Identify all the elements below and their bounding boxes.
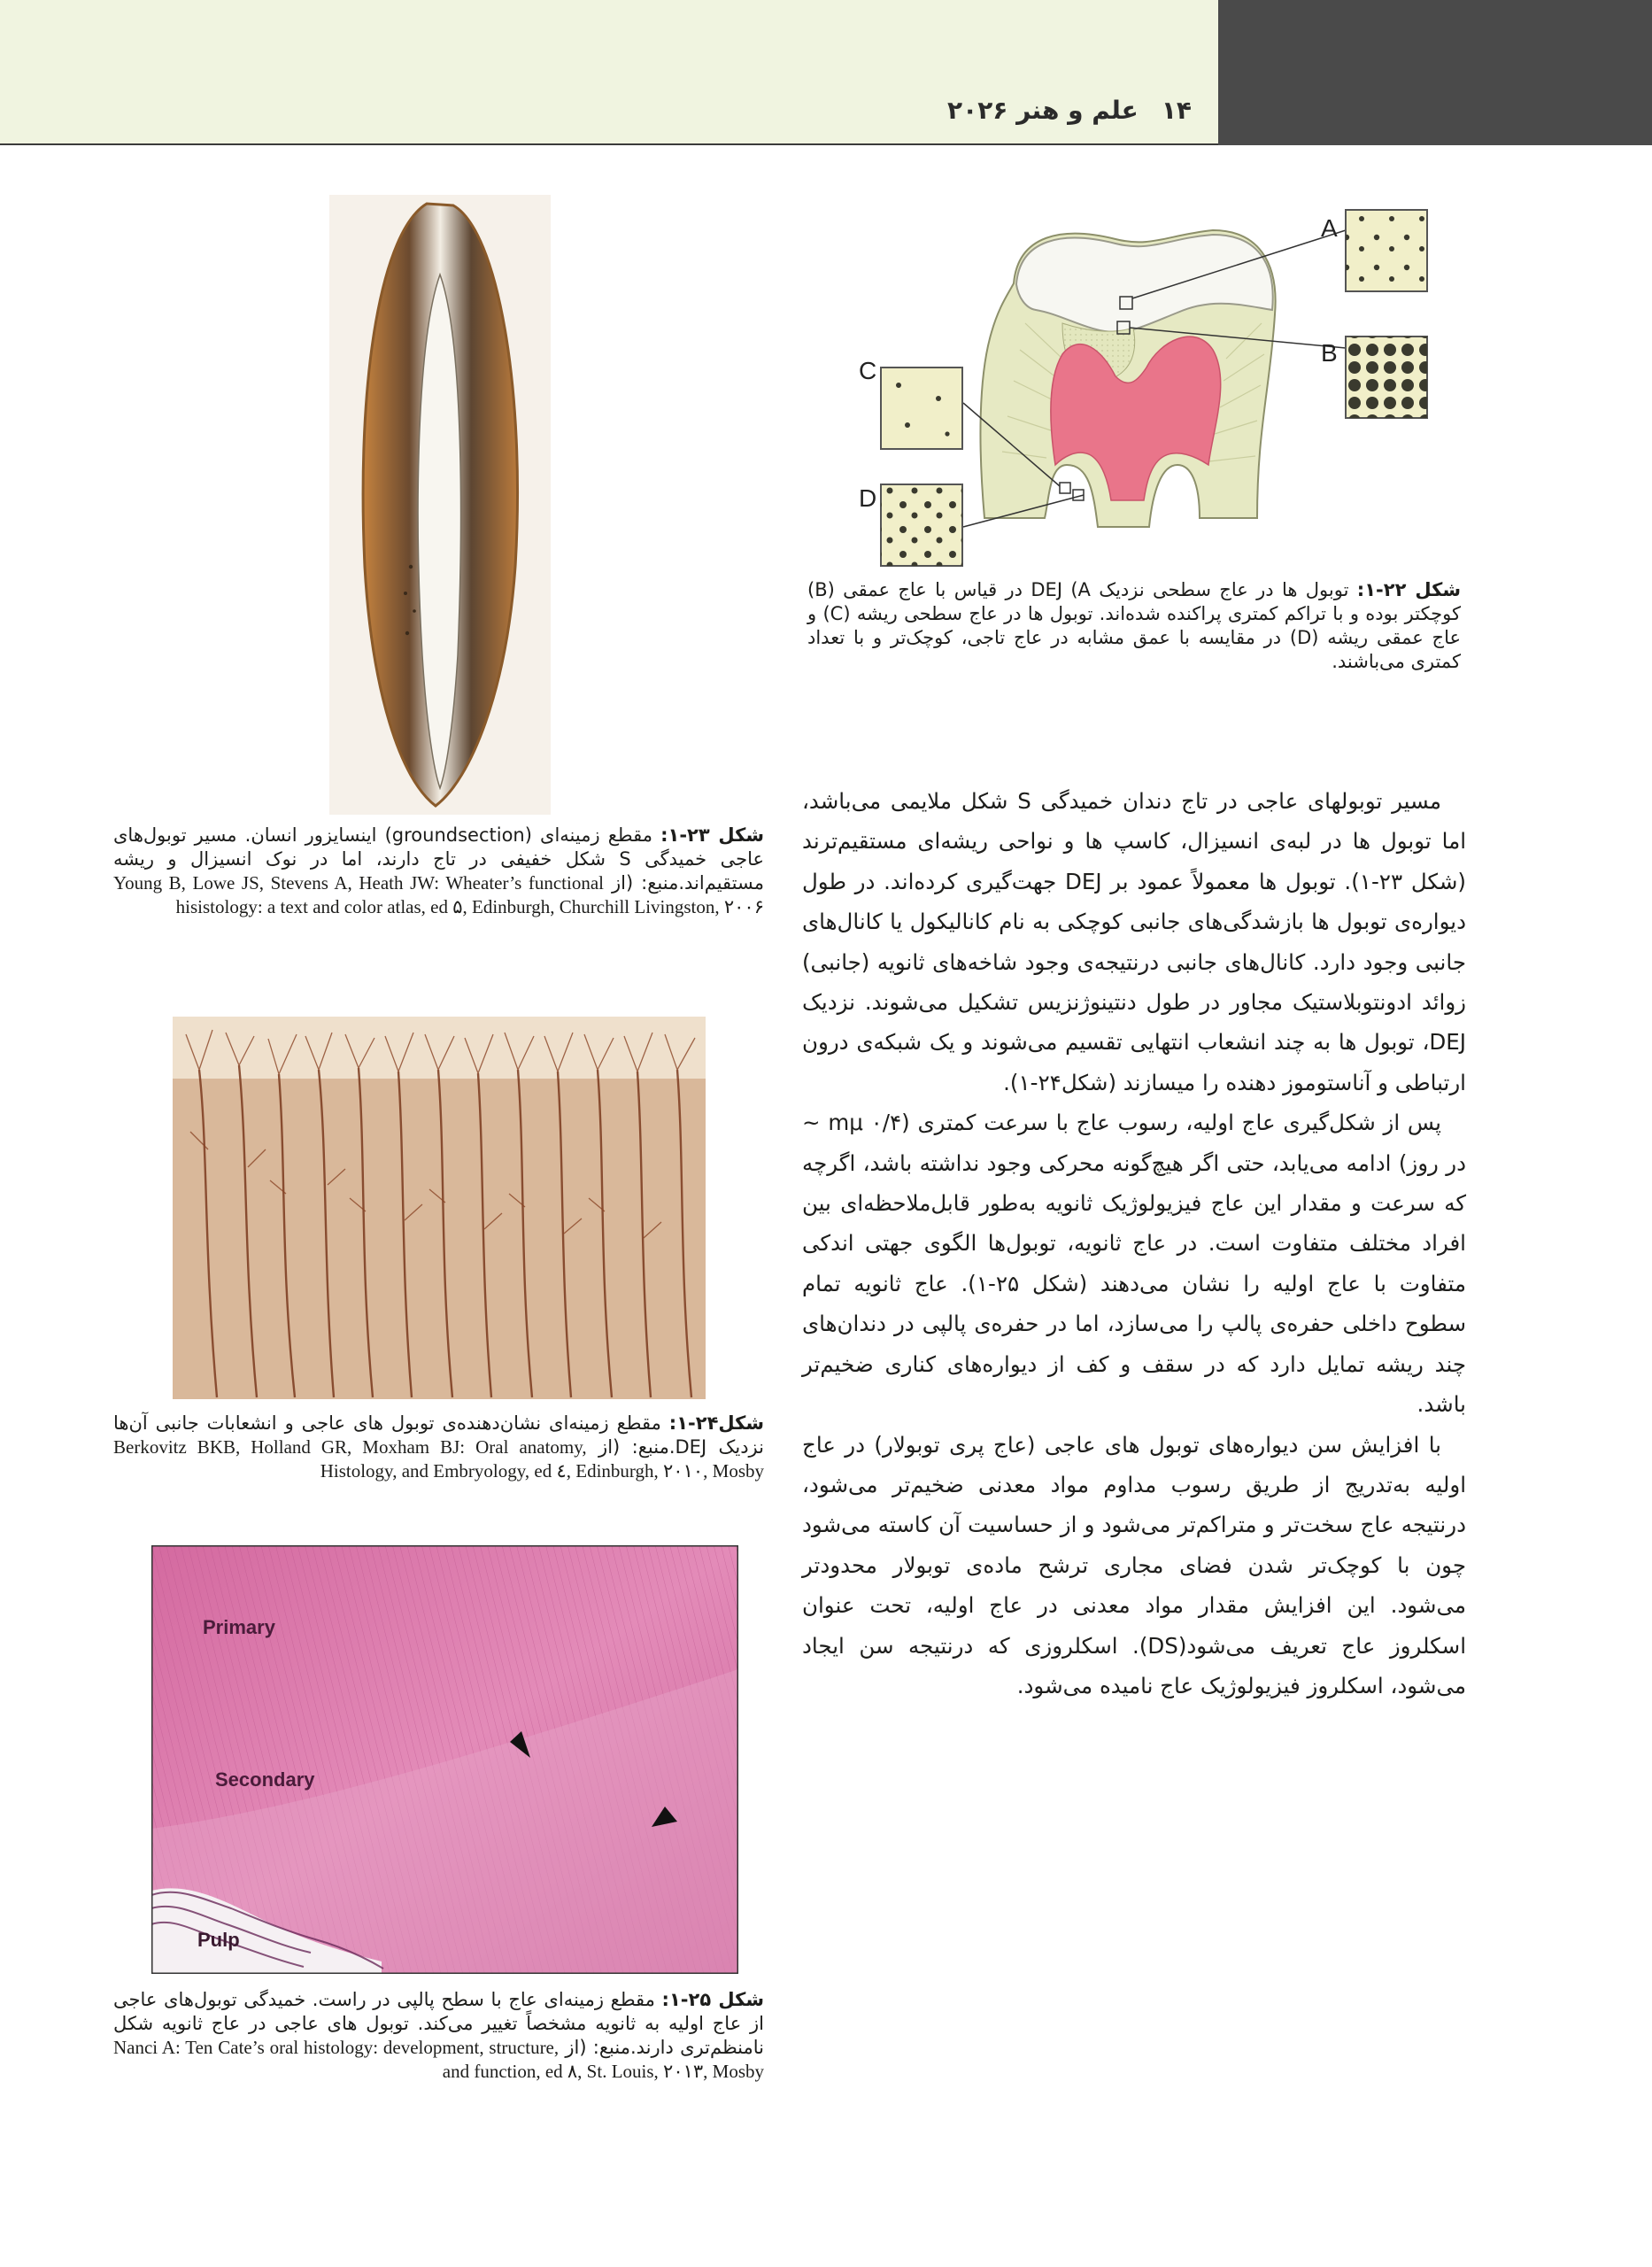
figure-23-source: Young B, Lowe JS, Stevens A, Heath JW: Wheater’s functional hisistology: a text and color atlas, ed ۵, Edinburgh, Churchill Livingston, ۲۰۰۶	[113, 872, 764, 917]
figure-25-caption-label: شکل ۲۵-۱:	[661, 1989, 764, 2010]
figure-22-tooth-diagram	[797, 199, 1443, 571]
running-title: علم و هنر ۲۰۲۶	[947, 96, 1139, 125]
main-body-text	[802, 781, 1466, 1706]
fig22-label-d: D	[859, 484, 877, 512]
fig25-label-primary: Primary	[203, 1616, 275, 1638]
figure-25-caption-text: مقطع زمینه‌ای عاج با سطح پالپی در راست. خمیدگی توبول‌های عاجی از عاج اولیه به ثانویه مشخصاً تغییر می‌کند. توبول های عاجی در عاج ثانویه شکل نامنظم‌تری دارند.منبع: (از	[113, 1989, 764, 2058]
figure-22-caption	[807, 578, 1461, 674]
figure-24-source: Berkovitz BKB, Holland GR, Moxham BJ: Oral anatomy, Histology, and Embryology, ed ٤, Edinburgh, ۲۰۱۰, Mosby	[113, 1436, 764, 1482]
figure-24-tubules-image	[173, 1017, 706, 1399]
running-header	[947, 96, 1192, 125]
figure-23-caption-text: مقطع زمینه‌ای (groundsection) اینسایزور انسان. مسیر توبول‌های عاجی خمیدگی S شکل خفیفی در تاج دارند، اما در نوک انسیزال و ریشه مستقیم‌اند.منبع: (از	[113, 824, 764, 894]
fig22-label-b: B	[1321, 339, 1338, 367]
figure-23-caption	[113, 824, 764, 919]
figure-22-caption-label: شکل ۲۲-۱:	[1356, 579, 1461, 600]
page-number: ۱۴	[1161, 96, 1192, 125]
figure-25-source: Nanci A: Ten Cate’s oral histology: development, structure, and function, ed ۸, St. Louis, ۲۰۱۳, Mosby	[113, 2037, 764, 2082]
figure-22-caption-text: توبول ها در عاج سطحی نزدیک DEJ (A در قیاس با عاج عمقی (B) کوچکتر بوده و با تراکم کمتری پراکنده شده‌اند. توبول ها در عاج سطحی ریشه (C) و عاج عمقی ریشه (D) در مقایسه با عمق مشابه در عاج تاجی، کوچک‌تر و با تعداد کمتری می‌باشند.	[807, 579, 1461, 672]
body-paragraph-3: با افزایش سن دیواره‌های توبول های عاجی (عاج پری توبولار) در عاج اولیه به‌تدریج از طریق رسوب مداوم مواد معدنی ضخیم‌تر می‌شود، درنتیجه عاج سخت‌تر و متراکم‌تر می‌شود و از حساسیت آن کاسته می‌شود چون با کوچک‌تر شدن فضای مجاری ترشح ماده‌ی توبولار محدودتر می‌شود. این افزایش مقدار مواد معدنی در عاج اولیه، تحت عنوان اسکلروز عاج تعریف می‌شود(DS). اسکلروزی که درنتیجه سن ایجاد می‌شود، اسکلروز فیزیولوژیک عاج نامیده می‌شود.	[802, 1431, 1466, 1698]
fig25-label-secondary: Secondary	[215, 1768, 315, 1791]
figure-24-caption-label: شکل۲۴-۱:	[668, 1412, 764, 1434]
figure-25-caption	[113, 1988, 764, 2084]
figure-24-caption	[113, 1412, 764, 1483]
fig25-label-pulp: Pulp	[197, 1929, 240, 1951]
fig22-label-c: C	[859, 357, 877, 384]
figure-25-histology-image	[151, 1545, 738, 1974]
body-paragraph-2: پس از شکل‌گیری عاج اولیه، رسوب عاج با سرعت کمتری (mμ ۰/۴ ~ در روز) ادامه می‌یابد، حتی اگر هیچ‌گونه محرکی وجود نداشته باشد، اگرچه که سرعت و مقدار این عاج فیزیولوژیک ثانویه به‌طور قابل‌ملاحظه‌ای بین افراد مختلف متفاوت است. در عاج ثانویه، توبول‌ها الگوی جهتی اندکی متفاوت با عاج اولیه را نشان می‌دهند (شکل ۲۵-۱). عاج ثانویه تمام سطوح داخلی حفره‌ی پالپ را می‌سازد، اما در حفره‌ی پالپی در دندان‌های چند ریشه تمایل دارد که در سقف و کف از دیواره‌های کناری ضخیم‌تر باشد.	[802, 1110, 1466, 1418]
figure-23-caption-label: شکل ۲۳-۱:	[660, 824, 765, 846]
figure-23-incisor-image	[329, 195, 551, 815]
figure-24-caption-text: مقطع زمینه‌ای نشان‌دهنده‌ی توبول های عاجی و انشعابات جانبی آن‌ها نزدیک DEJ.منبع: (از	[113, 1412, 764, 1458]
body-paragraph-1: مسیر توبولهای عاجی در تاج دندان خمیدگی S شکل ملایمی می‌باشد، اما توبول ها در لبه‌ی انسیزال، کاسپ ها و نواحی ریشه‌ای مستقیم‌ترند (شکل ۲۳-۱). توبول ها معمولاً عمود بر DEJ جهت‌گیری کرده‌اند. در طول دیواره‌ی توبول ها بازشدگی‌های جانبی کوچکی به نام کانالیکول یا کانال‌های جانبی وجود دارد. کانال‌های جانبی درنتیجه‌ی وجود شاخه‌های ثانویه (جانبی) زوائد ادونتوبلاستیک مجاور در طول دنتینوژنزیس تشکیل می‌شوند. نزدیک DEJ، توبول ها به چند انشعاب انتهایی تقسیم می‌شوند و یک شبکه‌ی درون ارتباطی و آناستوموز دهنده را میسازند (شکل۲۴-۱).	[802, 788, 1466, 1095]
header-tab	[1218, 0, 1652, 145]
fig22-label-a: A	[1321, 214, 1338, 242]
